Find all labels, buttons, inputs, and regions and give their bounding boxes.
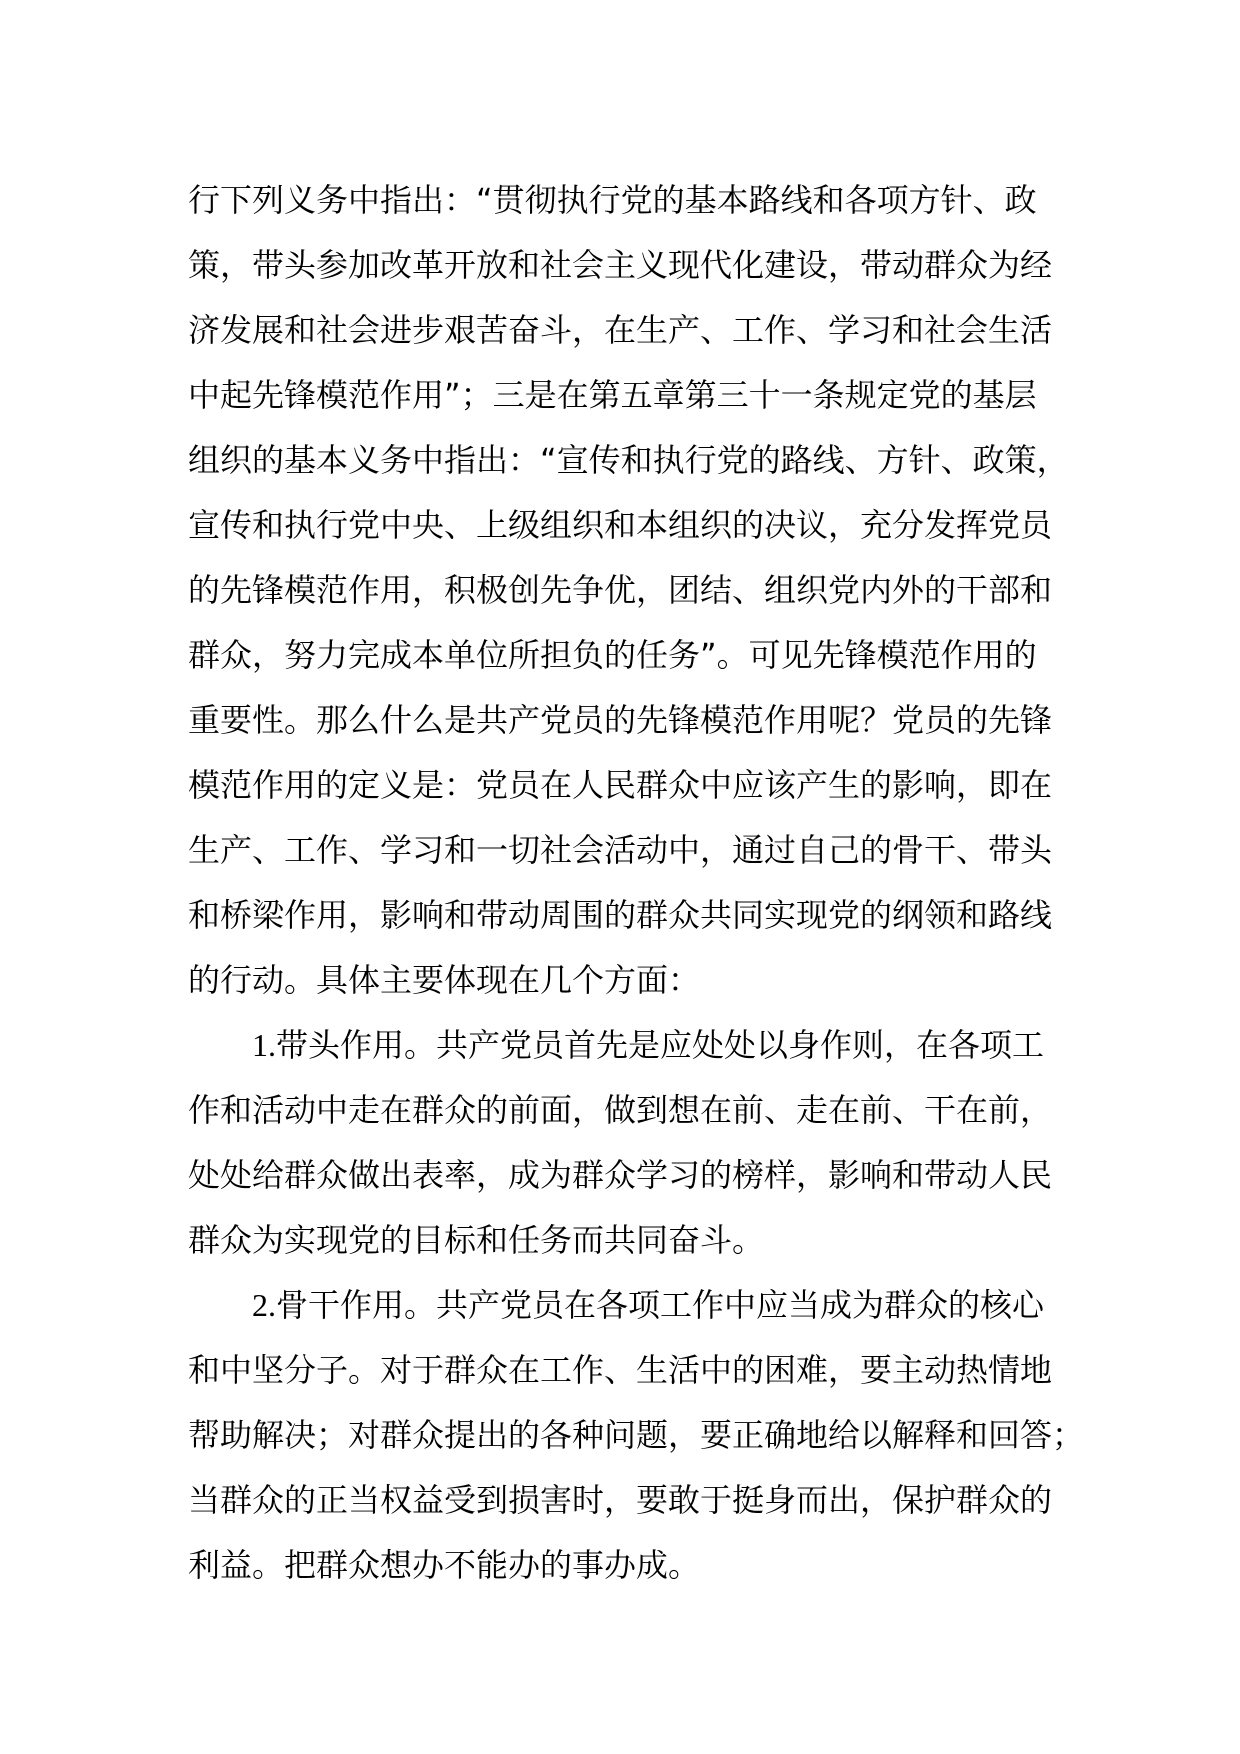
- text-line: 当群众的正当权益受到损害时，要敢于挺身而出，保护群众的: [188, 1481, 1053, 1519]
- text-line: 的先锋模范作用，积极创先争优，团结、组织党内外的干部和: [188, 571, 1053, 609]
- text-line: 利益。把群众想办不能办的事办成。: [188, 1546, 701, 1584]
- text-line: 重要性。那么什么是共产党员的先锋模范作用呢？党员的先锋: [188, 701, 1053, 739]
- text-line: 济发展和社会进步艰苦奋斗，在生产、工作、学习和社会生活: [188, 311, 1053, 349]
- text-line-first: [188, 1273, 1088, 1338]
- text-line: 作和活动中走在群众的前面，做到想在前、走在前、干在前，: [188, 1091, 1053, 1129]
- text-line: 生产、工作、学习和一切社会活动中，通过自己的骨干、带头: [188, 831, 1053, 869]
- text-line: 宣传和执行党中央、上级组织和本组织的决议，充分发挥党员: [188, 506, 1053, 544]
- document-body: [188, 168, 1088, 1598]
- text-line: 帮助解决；对群众提出的各种问题，要正确地给以解释和回答；: [188, 1416, 1085, 1454]
- text-line: 群众为实现党的目标和任务而共同奋斗。: [188, 1221, 765, 1259]
- text-segment: 带头作用。共产党员首先是应处处以身作则，在各项工: [276, 1026, 1045, 1064]
- paragraph-3: [188, 1273, 1088, 1598]
- text-line: 和中坚分子。对于群众在工作、生活中的困难，要主动热情地: [188, 1351, 1053, 1389]
- text-line: 模范作用的定义是：党员在人民群众中应该产生的影响，即在: [188, 766, 1053, 804]
- text-line: 和桥梁作用，影响和带动周围的群众共同实现党的纲领和路线: [188, 896, 1053, 934]
- text-line: 组织的基本义务中指出：“宣传和执行党的路线、方针、政策，: [188, 441, 1069, 479]
- text-line: 行下列义务中指出：“贯彻执行党的基本路线和各项方针、政: [188, 181, 1037, 219]
- list-number: 2.: [252, 1287, 276, 1323]
- text-line-first: [188, 1013, 1088, 1078]
- list-number: 1.: [252, 1027, 276, 1063]
- paragraph-2: [188, 1013, 1088, 1273]
- paragraph-1: [188, 168, 1088, 1013]
- text-line: 处处给群众做出表率，成为群众学习的榜样，影响和带动人民: [188, 1156, 1053, 1194]
- text-line: 的行动。具体主要体现在几个方面：: [188, 961, 701, 999]
- text-line: 中起先锋模范作用”；三是在第五章第三十一条规定党的基层: [188, 376, 1037, 414]
- text-line: 群众，努力完成本单位所担负的任务”。可见先锋模范作用的: [188, 636, 1037, 674]
- text-segment: 骨干作用。共产党员在各项工作中应当成为群众的核心: [276, 1286, 1045, 1324]
- text-line: 策，带头参加改革开放和社会主义现代化建设，带动群众为经: [188, 246, 1053, 284]
